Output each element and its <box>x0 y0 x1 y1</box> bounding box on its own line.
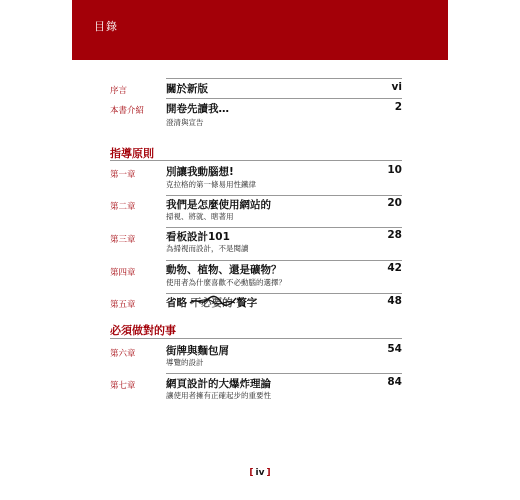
chapter-page[interactable]: 10 <box>387 164 402 176</box>
chapter-page[interactable]: 20 <box>387 197 402 209</box>
chapter-subtitle: 導覽的設計 <box>166 358 204 367</box>
entry-page[interactable]: 2 <box>394 101 402 113</box>
chapter-title[interactable]: 街牌與麵包屑 <box>166 345 229 357</box>
header-banner <box>72 0 448 60</box>
scribble-icon <box>189 294 237 308</box>
divider <box>166 373 402 374</box>
chapter-page[interactable]: 42 <box>387 262 402 274</box>
page-title: 目錄 <box>94 20 118 33</box>
entry-label: 序言 <box>110 86 128 96</box>
section-heading: 指導原則 <box>110 147 154 160</box>
chapter-subtitle: 為掃視而設計，不是閱讀 <box>166 244 249 253</box>
chapter-title[interactable]: 別讓我動腦想! <box>166 166 234 178</box>
chapter-label: 第三章 <box>110 235 136 245</box>
divider <box>166 227 402 228</box>
chapter-page[interactable]: 28 <box>387 229 402 241</box>
struck-out-words <box>191 295 233 310</box>
divider <box>166 260 402 261</box>
entry-label: 本書介紹 <box>110 106 145 116</box>
chapter-title[interactable] <box>166 295 257 310</box>
chapter-title-part: 贅字 <box>236 297 258 309</box>
chapter-page[interactable]: 48 <box>387 295 402 307</box>
chapter-label: 第五章 <box>110 300 136 310</box>
entry-subtitle: 澄清與宣告 <box>166 118 204 127</box>
chapter-subtitle: 讓使用者擁有正確起步的重要性 <box>166 391 271 400</box>
footer-page-number: iv <box>255 468 265 478</box>
section-divider <box>110 160 402 161</box>
divider <box>166 195 402 196</box>
chapter-title[interactable]: 看板設計101 <box>166 231 230 243</box>
divider <box>166 78 402 79</box>
entry-page[interactable]: vi <box>391 81 402 93</box>
chapter-label: 第四章 <box>110 268 136 278</box>
divider <box>166 98 402 99</box>
chapter-title[interactable]: 網頁設計的大爆炸理論 <box>166 378 271 390</box>
chapter-page[interactable]: 54 <box>387 343 402 355</box>
chapter-subtitle: 掃視、將就、瞎著用 <box>166 212 234 221</box>
chapter-title[interactable]: 動物、植物、還是礦物？ <box>166 264 282 276</box>
section-heading: 必須做對的事 <box>110 324 176 337</box>
section-divider <box>110 338 402 339</box>
chapter-label: 第七章 <box>110 381 136 391</box>
struck-text: 不必要的 <box>190 297 233 309</box>
footer-bracket-open: [ <box>249 468 254 478</box>
chapter-label: 第一章 <box>110 170 136 180</box>
chapter-label: 第六章 <box>110 349 136 359</box>
page-number-footer <box>0 468 520 478</box>
chapter-subtitle: 使用者為什麼喜歡不必動腦的選擇？ <box>166 278 286 287</box>
chapter-title-part: 省略 <box>166 297 187 309</box>
entry-title[interactable]: 關於新版 <box>166 83 208 95</box>
chapter-page[interactable]: 84 <box>387 376 402 388</box>
chapter-label: 第二章 <box>110 202 136 212</box>
entry-title[interactable]: 開卷先讀我… <box>166 103 229 115</box>
footer-bracket-close: ] <box>266 468 271 478</box>
chapter-subtitle: 克拉格的第一條易用性鐵律 <box>166 180 256 189</box>
chapter-title[interactable]: 我們是怎麼使用網站的 <box>166 199 271 211</box>
